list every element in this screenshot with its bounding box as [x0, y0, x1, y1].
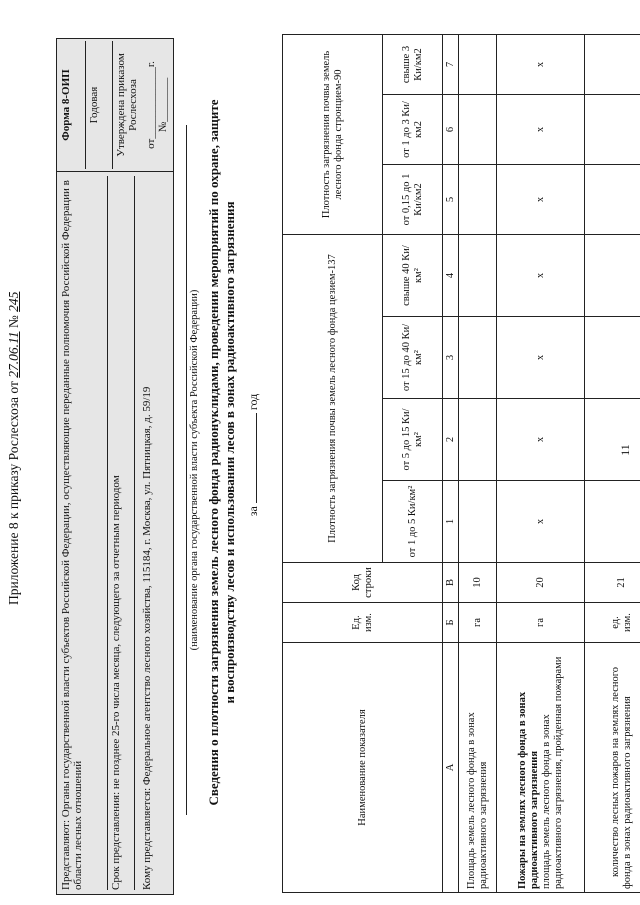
cs-range-4: свыше 40 Ки/км² [383, 235, 443, 317]
title-line2: и воспроизводству лесов и использовании лесов в зонах радиоактивного загрязнения [222, 201, 237, 704]
cs-range-2: от 5 до 15 Ки/км² [383, 399, 443, 481]
value-cell: x [497, 235, 585, 317]
page-number: 11 [618, 444, 632, 456]
cs-range-1: от 1 до 5 Ки/км² [383, 481, 443, 563]
value-cell [459, 481, 497, 563]
authority-label: (наименование органа государственной власти субъекта Российской Федерации) [189, 289, 200, 651]
form-code: Форма 8-ОИП [58, 41, 86, 169]
header-submit-by: Представляют: Органы государственной власти субъектов Российской Федерации, осуществляющие переданные полномочия Российской Федерации в области лесных отношений [58, 176, 108, 890]
row-unit: га [497, 603, 585, 643]
value-cell: x [497, 165, 585, 235]
row-unit: ед. изм. [585, 603, 640, 643]
index-cell: Б [443, 603, 459, 643]
index-cell: 7 [443, 34, 459, 94]
year-prefix: за [246, 506, 260, 517]
value-cell: x [497, 95, 585, 165]
row-name-text: площадь земель лесного фонда в зонах радиоактивного загрязнения, пройденная пожарами [540, 656, 564, 889]
value-cell: x [497, 34, 585, 94]
year-blank [256, 413, 257, 503]
form-approved: Утверждена приказом Рослесхоза [115, 53, 140, 157]
value-cell [585, 165, 640, 235]
header-submit-to: Кому представляется: Федеральное агентство лесного хозяйства, 115184, г. Москва, ул. Пятницкая, д. 59/19 [141, 386, 154, 890]
col-code-header: Код строки [283, 563, 443, 603]
table-index-row [443, 34, 459, 892]
title-line1: Сведения о плотности загрязнения земель лесного фонда радионуклидами, проведении мероприятий по охране, защите [206, 99, 221, 806]
index-cell: 1 [443, 481, 459, 563]
sr-range-3: свыше 3 Ки/км2 [383, 34, 443, 94]
index-cell: 3 [443, 317, 459, 399]
year-line [246, 345, 261, 565]
row-unit: га [459, 603, 497, 643]
appendix-date: 27.06.11 [6, 331, 21, 378]
appendix-line [6, 25, 22, 605]
index-cell: 2 [443, 399, 459, 481]
value-cell [585, 34, 640, 94]
header-box [56, 38, 174, 895]
value-cell [459, 235, 497, 317]
row-name: количество лесных пожаров на землях лесного фонда в зонах радиоактивного загрязнения [585, 643, 640, 893]
appendix-number: 245 [6, 291, 21, 312]
header-deadline: Срок представления: не позднее 25-го числа месяца, следующего за отчетным периодом [108, 176, 135, 890]
row-name: Площадь земель лесного фонда в зонах радиоактивного загрязнения [459, 643, 497, 893]
col-name-header: Наименование показателя [283, 643, 443, 893]
appendix-text: Приложение 8 к приказу Рослесхоза от [6, 381, 21, 605]
row-section-title: Пожары на землях лесного фонда в зонах радиоактивного загрязнения [516, 691, 540, 889]
value-cell [459, 399, 497, 481]
index-cell: 6 [443, 95, 459, 165]
row-name [497, 643, 585, 893]
form-title [206, 0, 238, 905]
main-table [282, 34, 640, 893]
group-cs-header: Плотность загрязнения почвы земель лесного фонда цезием-137 [283, 235, 383, 563]
form-period: Годовая [86, 41, 114, 169]
value-cell [585, 95, 640, 165]
sr-range-2: от 1 до 3 Ки/км2 [383, 95, 443, 165]
value-cell [585, 235, 640, 317]
value-cell [459, 95, 497, 165]
col-unit-header: Ед. изм. [283, 603, 443, 643]
authority-underline [186, 125, 187, 815]
index-cell: А [443, 643, 459, 893]
group-sr-header: Плотность загрязнения почвы земель лесного фонда стронцием-90 [283, 34, 383, 234]
index-cell: В [443, 563, 459, 603]
sr-range-1: от 0,15 до 1 Ки/км2 [383, 165, 443, 235]
value-cell: x [497, 481, 585, 563]
index-cell: 4 [443, 235, 459, 317]
row-code: 10 [459, 563, 497, 603]
value-cell [585, 481, 640, 563]
table-row [459, 34, 497, 892]
year-suffix: год [246, 393, 260, 411]
value-cell [459, 317, 497, 399]
row-code: 20 [497, 563, 585, 603]
value-cell: x [497, 317, 585, 399]
value-cell [459, 165, 497, 235]
appendix-no-label: № [6, 315, 21, 329]
value-cell [585, 317, 640, 399]
form-approved-date: от_____________г. №________ [145, 61, 170, 149]
table-header-row-1 [283, 34, 383, 892]
value-cell [459, 34, 497, 94]
value-cell: x [497, 399, 585, 481]
row-code: 21 [585, 563, 640, 603]
cs-range-3: от 15 до 40 Ки/км² [383, 317, 443, 399]
table-row [497, 34, 585, 892]
index-cell: 5 [443, 165, 459, 235]
